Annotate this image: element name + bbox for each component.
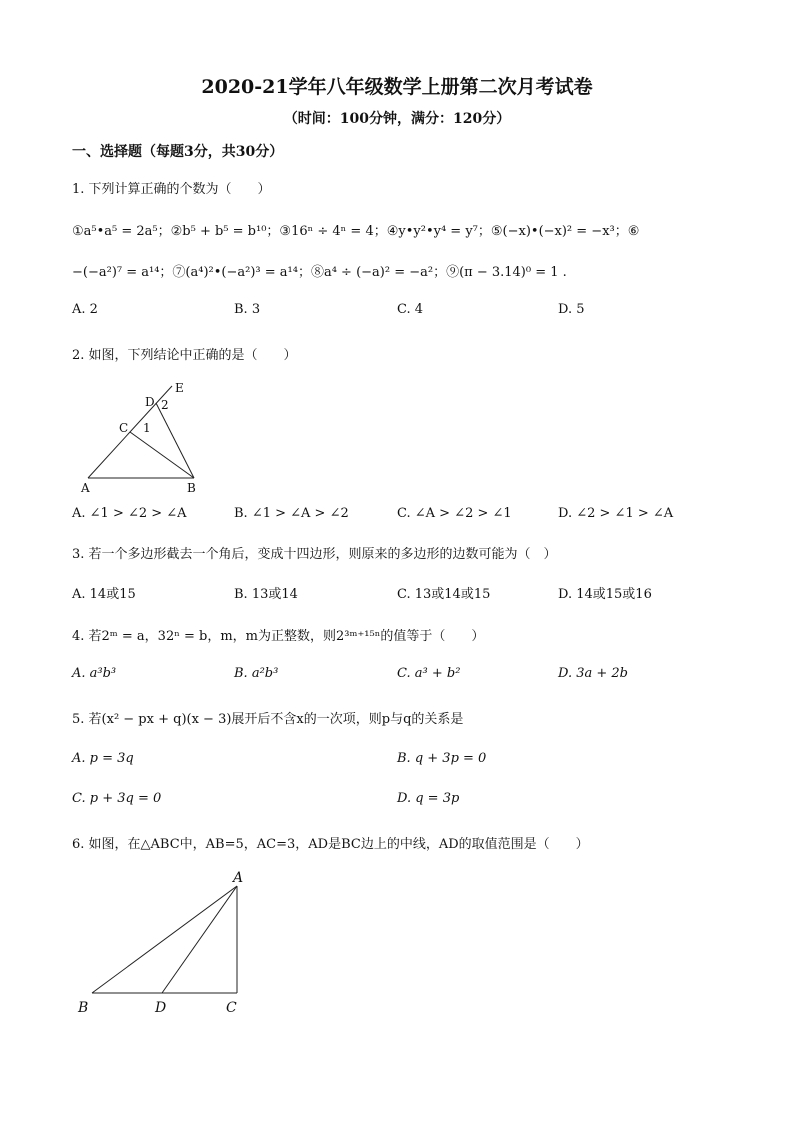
q6-label-a: A: [233, 870, 244, 886]
q4-option-a: A. a³b³: [72, 666, 117, 681]
q2-line-db: [156, 403, 194, 478]
exam-subtitle: （时间：100分钟，满分：120分）: [283, 111, 511, 127]
q2-label-c: C: [119, 421, 129, 435]
q2-line-cb: [130, 432, 194, 478]
q1-option-a: A. 2: [72, 302, 98, 317]
q1-option-c: C. 4: [397, 302, 424, 317]
q5-option-d: D. q = 3p: [397, 791, 460, 806]
q3-option-b: B. 13或14: [234, 587, 298, 602]
q6-line-ab: [92, 886, 237, 993]
q2-label-d: D: [145, 395, 155, 409]
q4-option-c: C. a³ + b²: [397, 666, 461, 681]
q6-line-ad: [162, 886, 237, 993]
q5-option-c: C. p + 3q = 0: [72, 791, 162, 806]
q4-stem: 4. 若2ᵐ = a，32ⁿ = b，m，m为正整数，则2³ᵐ⁺¹⁵ⁿ的值等于（ ）: [72, 629, 485, 644]
q5-stem: 5. 若(x² − px + q)(x − 3)展开后不含x的一次项，则p与q的关系是: [72, 712, 464, 727]
q6-triangle-figure: [72, 866, 262, 1022]
q1-stem: 1. 下列计算正确的个数为（ ）: [72, 182, 271, 197]
q2-option-c: C. ∠A > ∠2 > ∠1: [397, 506, 512, 521]
q1-option-d: D. 5: [558, 302, 585, 317]
q4-option-d: D. 3a + 2b: [558, 666, 628, 681]
q1-option-b: B. 3: [234, 302, 261, 317]
q3-stem: 3. 若一个多边形截去一个角后，变成十四边形，则原来的多边形的边数可能为（ ）: [72, 547, 557, 562]
q3-option-a: A. 14或15: [72, 587, 136, 602]
q2-label-e: E: [175, 381, 184, 395]
q1-expression-line2: −(−a²)⁷ = a¹⁴；⑦(a⁴)²•(−a²)³ = a¹⁴；⑧a⁴ ÷ (−a)² = −a²；⑨(π − 3.14)⁰ = 1 .: [72, 265, 567, 280]
q2-stem: 2. 如图，下列结论中正确的是（ ）: [72, 348, 297, 363]
exam-title: 2020-21学年八年级数学上册第二次月考试卷: [201, 76, 593, 98]
q2-triangle-figure: [72, 378, 212, 496]
q1-expression-line1: ①a⁵•a⁵ = 2a⁵；②b⁵ + b⁵ = b¹⁰；③16ⁿ ÷ 4ⁿ = 4；④y•y²•y⁴ = y⁷；⑤(−x)•(−x)² = −x³；⑥: [72, 224, 640, 239]
q2-option-b: B. ∠1 > ∠A > ∠2: [234, 506, 349, 521]
q6-label-c: C: [226, 1000, 237, 1016]
q2-label-angle2: 2: [161, 398, 169, 412]
q3-option-d: D. 14或15或16: [558, 587, 652, 602]
q6-label-d: D: [155, 1000, 167, 1016]
q6-label-b: B: [78, 1000, 89, 1016]
q4-option-b: B. a²b³: [234, 666, 279, 681]
q2-label-b: B: [187, 481, 196, 495]
q2-label-a: A: [81, 481, 90, 495]
q2-option-d: D. ∠2 > ∠1 > ∠A: [558, 506, 674, 521]
q5-option-a: A. p = 3q: [72, 751, 134, 766]
section-heading: 一、选择题（每题3分，共30分）: [72, 144, 284, 160]
q3-option-c: C. 13或14或15: [397, 587, 491, 602]
q2-label-angle1: 1: [143, 421, 151, 435]
q5-option-b: B. q + 3p = 0: [397, 751, 487, 766]
q6-stem: 6. 如图，在△ABC中，AB=5，AC=3，AD是BC边上的中线，AD的取值范围是（ ）: [72, 837, 589, 852]
q2-option-a: A. ∠1 > ∠2 > ∠A: [72, 506, 187, 521]
